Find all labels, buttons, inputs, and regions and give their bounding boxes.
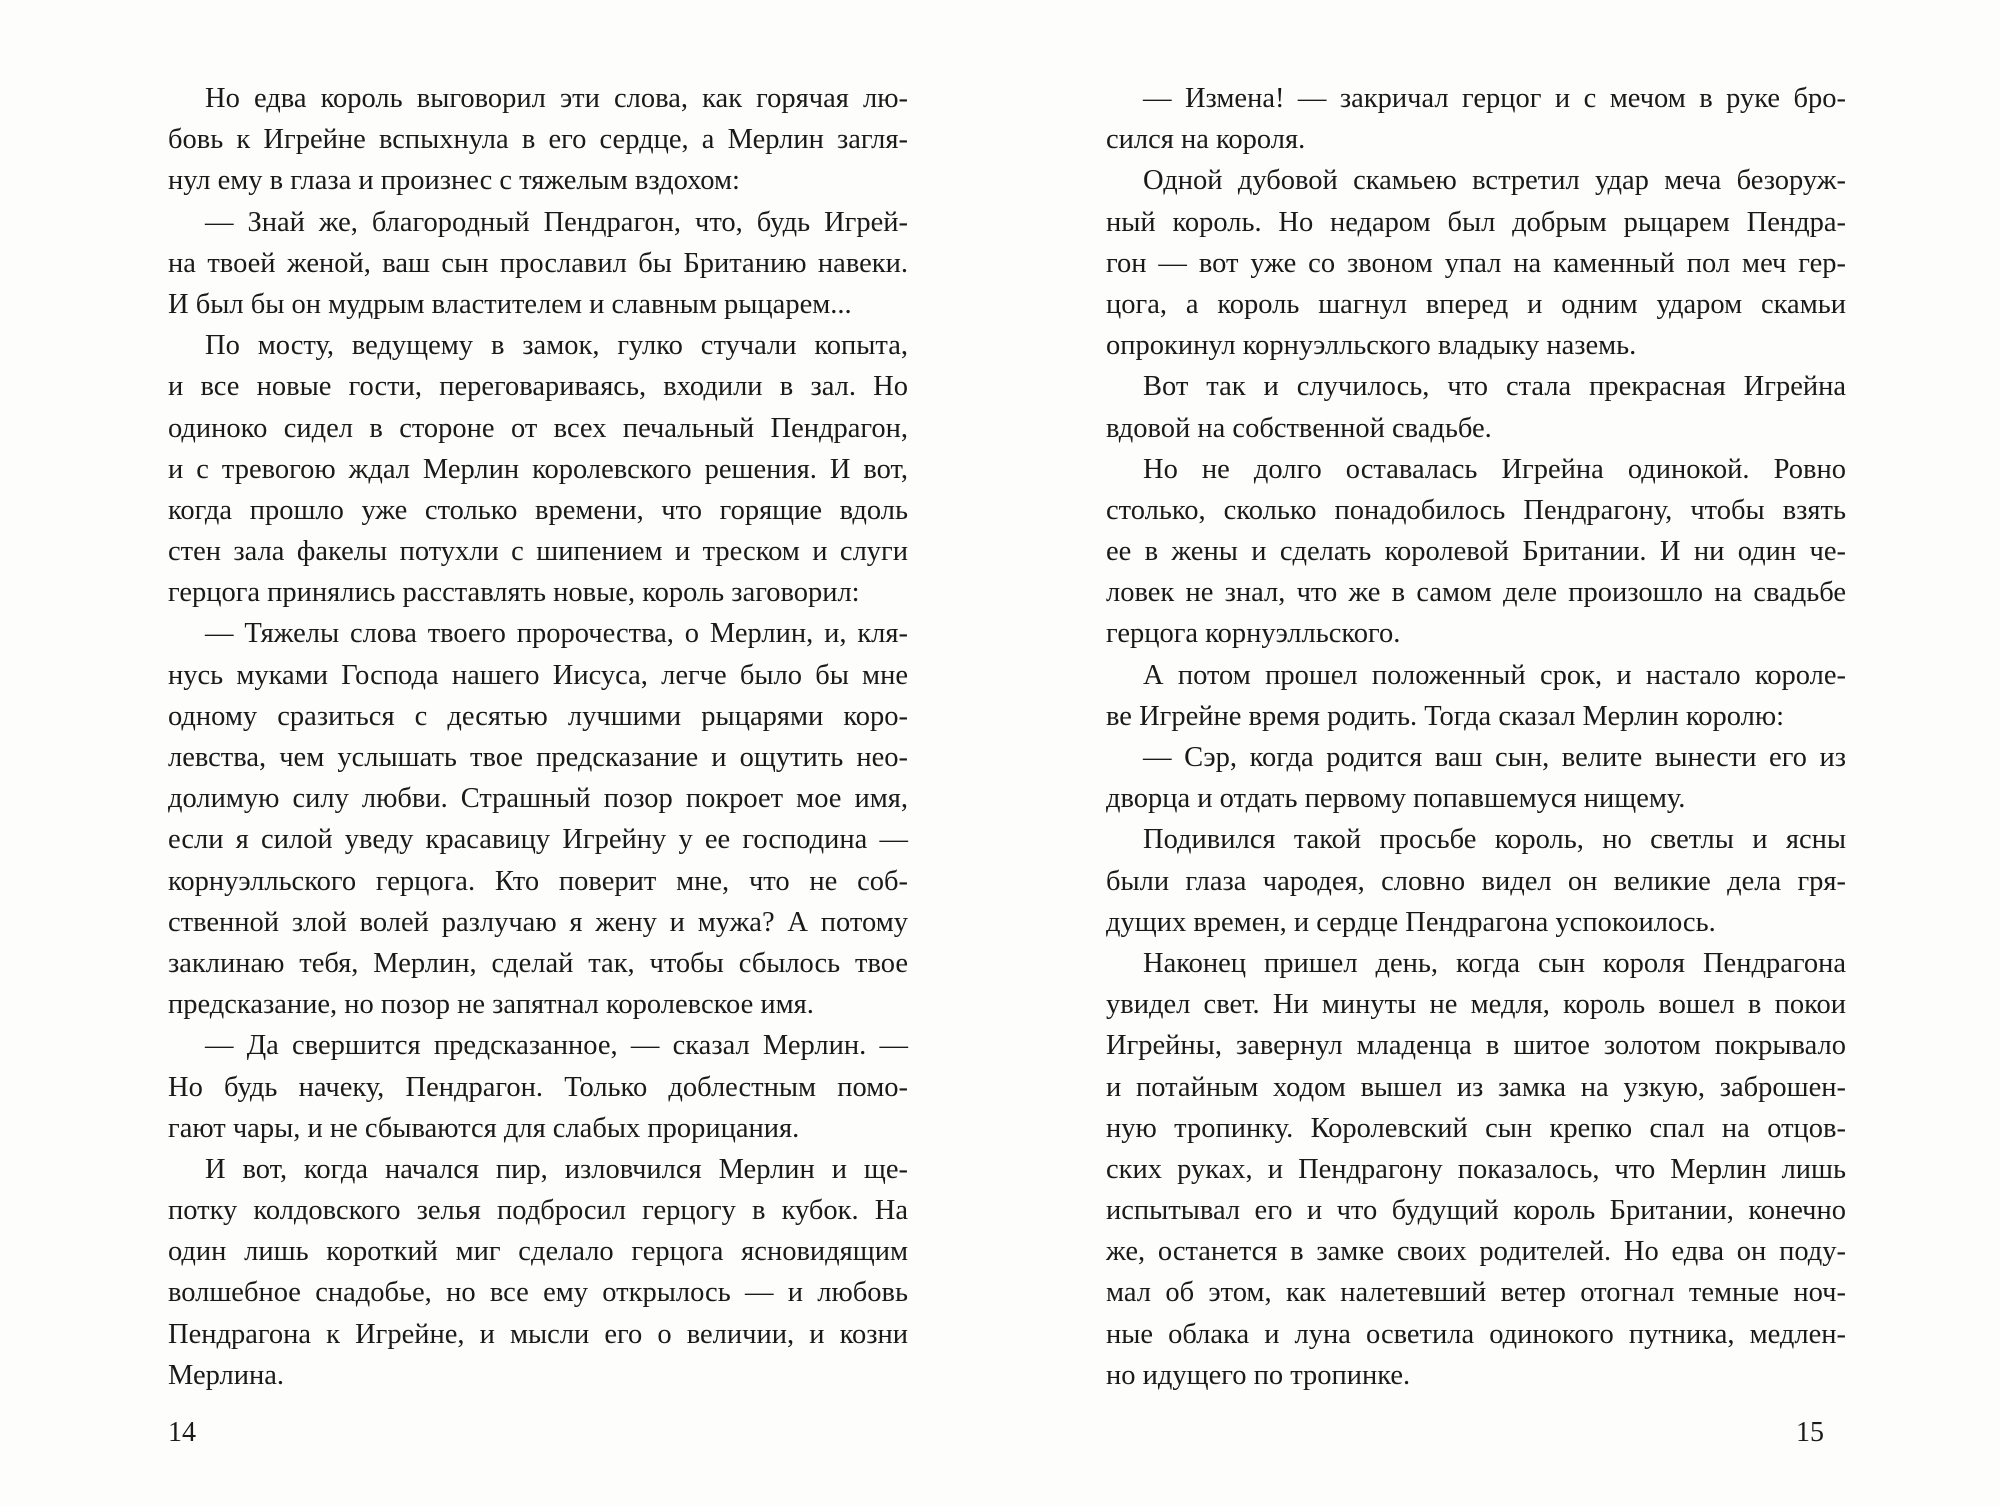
text-line: одному сразиться с десятью лучшими рыцарями коро-: [168, 700, 908, 732]
text-line: когда прошло уже столько времени, что горящие вдоль: [168, 494, 908, 526]
text-line: испытывал его и что будущий король Британии, конечно: [1106, 1195, 1846, 1227]
right-page-number: 15: [1796, 1417, 1824, 1448]
text-line: на твоей женой, ваш сын прославил бы Британию навеки.: [168, 247, 908, 279]
right-page-text: [1106, 78, 1846, 1396]
text-line: нул ему в глаза и произнес с тяжелым вздохом:: [168, 165, 740, 197]
text-line: вдовой на собственной свадьбе.: [1106, 412, 1492, 444]
text-line: — Сэр, когда родится ваш сын, велите вынести его из: [1143, 742, 1846, 773]
text-line: ные облака и луна осветила одинокого путника, медлен-: [1106, 1318, 1846, 1350]
text-line: А потом прошел положенный срок, и настало короле-: [1143, 659, 1846, 691]
text-line: ее в жены и сделать королевой Британии. И ни один че-: [1106, 536, 1846, 568]
text-line: мал об этом, как налетевший ветер отогнал темные ноч-: [1106, 1277, 1846, 1309]
text-line: предсказание, но позор не запятнал королевское имя.: [168, 989, 814, 1021]
text-line: гают чары, и не сбываются для слабых прорицания.: [168, 1112, 800, 1144]
text-line: увидел свет. Ни минуты не медля, король вошел в покои: [1106, 989, 1846, 1021]
text-line: И вот, когда начался пир, изловчился Мерлин и ще-: [205, 1153, 908, 1185]
text-line: Но не долго оставалась Игрейна одинокой. Ровно: [1143, 453, 1846, 485]
text-line: потку колдовского зелья подбросил герцогу в кубок. На: [168, 1195, 908, 1227]
text-line: дворца и отдать первому попавшемуся нищему.: [1106, 783, 1686, 815]
text-line: стен зала факелы потухли с шипением и треском и слуги: [168, 536, 908, 568]
text-line: ную тропинку. Королевский сын крепко спал на отцов-: [1106, 1112, 1846, 1144]
text-line: бовь к Игрейне вспыхнула в его сердце, а Мерлин загля-: [168, 124, 908, 156]
text-line: Игрейны, завернул младенца в шитое золотом покрывало: [1106, 1030, 1846, 1062]
text-line: герцога принялись расставлять новые, король заговорил:: [168, 577, 860, 609]
text-line: Одной дубовой скамьею встретил удар меча безоруж-: [1143, 165, 1846, 197]
text-line: гон — вот уже со звоном упал на каменный пол меч гер-: [1106, 247, 1846, 279]
left-page-number: 14: [168, 1417, 196, 1448]
text-line: один лишь короткий миг сделало герцога ясновидящим: [168, 1236, 908, 1268]
text-line: Пендрагона к Игрейне, и мысли его о величии, и козни: [168, 1318, 908, 1350]
text-line: — Тяжелы слова твоего пророчества, о Мерлин, и, кля-: [205, 618, 908, 650]
text-line: если я силой уведу красавицу Игрейну у ее господина —: [168, 824, 908, 856]
text-line: одиноко сидел в стороне от всех печальный Пендрагон,: [168, 412, 908, 444]
text-line: же, останется в замке своих родителей. Но едва он поду-: [1106, 1236, 1846, 1268]
left-page-text: [168, 78, 908, 1396]
text-line: цога, а король шагнул вперед и одним ударом скамьи: [1106, 288, 1846, 320]
text-line: левства, чем услышать твое предсказание и ощутить нео-: [168, 742, 908, 773]
text-line: ловек не знал, что же в самом деле произошло на свадьбе: [1106, 577, 1846, 609]
text-line: ственной злой волей разлучаю я жену и мужа? А потому: [168, 906, 908, 938]
text-line: и с тревогою ждал Мерлин королевского решения. И вот,: [168, 453, 908, 485]
text-line: ве Игрейне время родить. Тогда сказал Мерлин королю:: [1106, 700, 1785, 732]
text-line: — Измена! — закричал герцог и с мечом в руке бро-: [1143, 83, 1846, 114]
text-line: Подивился такой просьбе король, но светлы и ясны: [1143, 824, 1846, 856]
text-line: и потайным ходом вышел из замка на узкую, заброшен-: [1106, 1071, 1846, 1103]
text-line: Наконец пришел день, когда сын короля Пендрагона: [1143, 947, 1846, 979]
text-line: герцога корнуэлльского.: [1106, 618, 1401, 650]
text-line: были глаза чародея, словно видел он великие дела гря-: [1106, 865, 1846, 897]
text-line: и все новые гости, переговариваясь, входили в зал. Но: [168, 371, 908, 403]
text-line: Но едва король выговорил эти слова, как горячая лю-: [205, 83, 908, 114]
text-line: По мосту, ведущему в замок, гулко стучали копыта,: [205, 330, 908, 362]
text-line: заклинаю тебя, Мерлин, сделай так, чтобы сбылось твое: [168, 947, 908, 979]
text-line: Вот так и случилось, что стала прекрасная Игрейна: [1143, 371, 1846, 403]
text-line: корнуэлльского герцога. Кто поверит мне, что не соб-: [168, 865, 908, 897]
text-line: опрокинул корнуэлльского владыку наземь.: [1106, 330, 1637, 362]
text-line: дущих времен, и сердце Пендрагона успокоилось.: [1106, 906, 1716, 938]
text-line: волшебное снадобье, но все ему открылось — и любовь: [168, 1277, 908, 1309]
text-line: Мерлина.: [168, 1359, 284, 1391]
text-line: — Знай же, благородный Пендрагон, что, будь Игрей-: [205, 206, 908, 238]
text-line: ских руках, и Пендрагону показалось, что Мерлин лишь: [1106, 1153, 1846, 1185]
text-line: И был бы он мудрым властителем и славным рыцарем...: [168, 288, 852, 320]
text-line: долимую силу любви. Страшный позор покроет мое имя,: [168, 783, 908, 815]
text-line: нусь муками Господа нашего Иисуса, легче было бы мне: [168, 659, 908, 691]
text-line: столько, сколько понадобилось Пендрагону, чтобы взять: [1106, 494, 1846, 526]
text-line: но идущего по тропинке.: [1106, 1359, 1411, 1391]
text-line: Но будь начеку, Пендрагон. Только доблестным помо-: [168, 1071, 908, 1103]
text-line: — Да свершится предсказанное, — сказал Мерлин. —: [205, 1030, 908, 1062]
text-line: сился на короля.: [1106, 124, 1306, 156]
text-line: ный король. Но недаром был добрым рыцарем Пендра-: [1106, 206, 1846, 238]
